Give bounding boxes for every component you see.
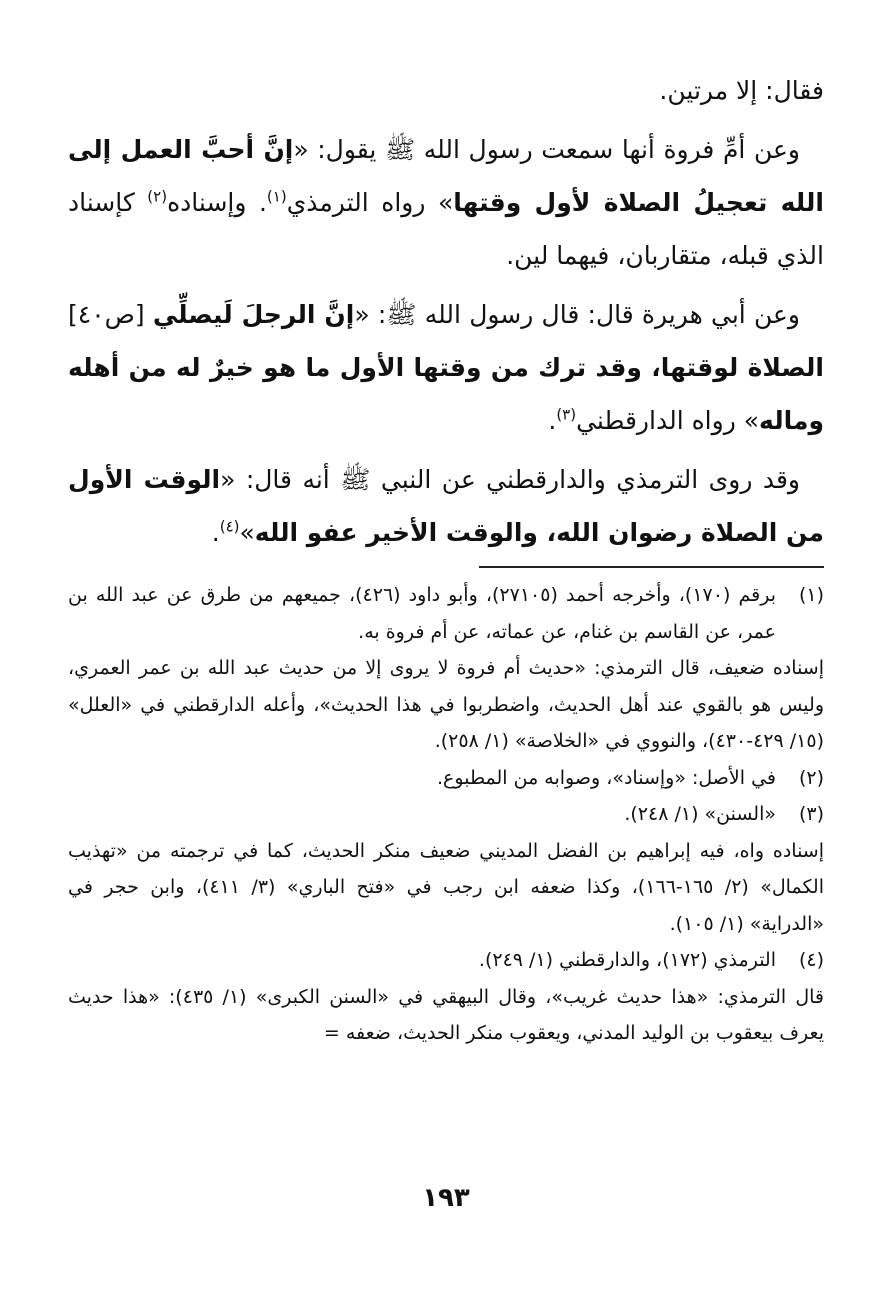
footnote-2-text: في الأصل: «وإسناد»، وصوابه من المطبوع. bbox=[437, 766, 776, 789]
p3-hadith-start: إنَّ الرجلَ لَيصلِّي bbox=[152, 300, 355, 329]
footnote-separator bbox=[479, 566, 824, 568]
page-reference: [ص٤٠] bbox=[68, 300, 153, 329]
paragraph-1 bbox=[68, 64, 824, 117]
p2-tail: كإسناد الذي قبله، متقاربان، فيهما لين. bbox=[68, 188, 824, 270]
p2-intro: وعن أمِّ فروة أنها سمعت رسول الله ﷺ يقول: « bbox=[293, 135, 800, 164]
p3-intro: وعن أبي هريرة قال: قال رسول الله ﷺ: « bbox=[354, 300, 800, 329]
footnotes bbox=[68, 577, 824, 1052]
footnote-1-continuation: إسناده ضعيف، قال الترمذي: «حديث أم فروة لا يروى إلا من حديث عبد الله بن عمر العمري، وليس هو بالقوي عند أهل الحديث، واضطربوا في هذا الحديث»، وأعله الدارقطني في «العلل» (١٥/ ٤٢٩-٤٣٠)، والنووي في «الخلاصة» (١/ ٢٥٨). bbox=[68, 657, 824, 752]
footnote-3-number: (٣) bbox=[798, 803, 824, 825]
footnote-3-continuation: إسناده واه، فيه إبراهيم بن الفضل المديني ضعيف منكر الحديث، كما في ترجمته من «تهذيب الكمال» (٢/ ١٦٥-١٦٦)، وكذا ضعفه ابن رجب في «فتح الباري» (٣/ ٤١١)، وابن حجر في «الدراية» (١/ ١٠٥). bbox=[68, 839, 824, 935]
p3-hadith-end: الصلاة لوقتها، وقد ترك من وقتها الأول ما هو خيرٌ له من أهله وماله bbox=[68, 353, 824, 435]
footnote-4 bbox=[68, 942, 824, 979]
main-text bbox=[68, 64, 824, 565]
paragraph-3 bbox=[68, 288, 824, 447]
p2-source: » رواه الترمذي bbox=[286, 188, 454, 217]
footnote-ref-1[interactable]: (١) bbox=[266, 187, 287, 206]
p2-text: . وإسناده bbox=[167, 188, 267, 217]
footnote-1-text: برقم (١٧٠)، وأخرجه أحمد (٢٧١٠٥)، وأبو داود (٤٢٦)، جميعهم من طرق عن عبد الله بن عمر، عن القاسم بن غنام، عن عماته، عن أم فروة به. bbox=[68, 584, 776, 643]
footnote-3-text: «السنن» (١/ ٢٤٨). bbox=[624, 803, 776, 825]
page-number: ١٩٣ bbox=[422, 1183, 470, 1213]
p4-tail: . bbox=[211, 518, 220, 547]
footnote-2-number: (٢) bbox=[798, 766, 824, 789]
p3-source: » رواه الدارقطني bbox=[576, 406, 760, 435]
footnote-1 bbox=[68, 577, 824, 650]
p2-hadith: إنَّ أحبَّ العمل إلى الله تعجيلُ الصلاة لأول وقتها bbox=[68, 135, 824, 217]
paragraph-1-text: فقال: إلا مرتين. bbox=[659, 76, 824, 105]
paragraph-2 bbox=[68, 123, 824, 282]
p3-tail: . bbox=[548, 406, 557, 435]
footnote-4-number: (٤) bbox=[798, 949, 824, 971]
p4-intro: وقد روى الترمذي والدارقطني عن النبي ﷺ أنه قال: « bbox=[220, 465, 800, 494]
footnote-4-text: الترمذي (١٧٢)، والدارقطني (١/ ٢٤٩). bbox=[478, 949, 776, 971]
footnote-1-number: (١) bbox=[798, 584, 824, 606]
footnote-3 bbox=[68, 796, 824, 833]
footnote-2 bbox=[68, 760, 824, 797]
footnote-ref-3[interactable]: (٣) bbox=[556, 405, 577, 424]
footnote-ref-4[interactable]: (٤) bbox=[219, 517, 240, 536]
p4-quote-close: » bbox=[239, 518, 255, 547]
paragraph-4 bbox=[68, 453, 824, 559]
p4-hadith: الوقت الأول من الصلاة رضوان الله، والوقت الأخير عفو الله bbox=[68, 465, 824, 547]
footnote-ref-2[interactable]: (٢) bbox=[147, 187, 168, 206]
footnote-4-continuation: قال الترمذي: «هذا حديث غريب»، وقال البيهقي في «السنن الكبرى» (١/ ٤٣٥): «هذا حديث يعرف بيعقوب بن الوليد المدني، ويعقوب منكر الحديث، ضعفه = bbox=[68, 985, 824, 1044]
